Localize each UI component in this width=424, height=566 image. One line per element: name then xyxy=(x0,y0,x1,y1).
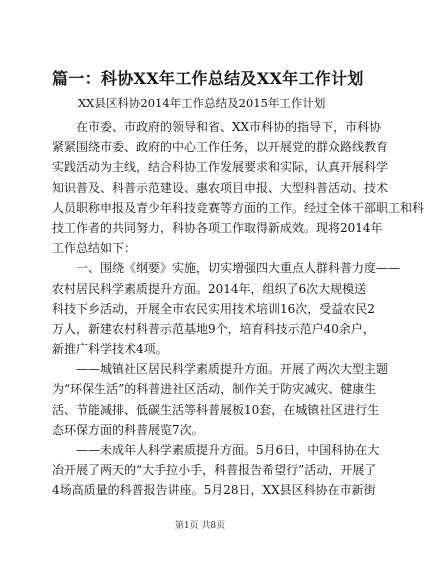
document-body xyxy=(52,117,424,501)
body-line: 实践活动为主线，结合科协工作发展要求和实际，认真开展科学 xyxy=(52,160,389,175)
body-line: 紧紧围绕市委、政府的中心工作任务，以开展党的群众路线教育 xyxy=(52,140,389,155)
body-line: 一、围绕《纲要》实施，切实增强四大重点人群科普力度—— xyxy=(76,261,401,276)
body-line: 技工作者的共同努力，科协各项工作取得新成效。现将2014年 xyxy=(52,220,383,235)
document-title: 篇一：科协XX年工作总结及XX年工作计划 xyxy=(52,69,364,88)
body-line: 4场高质量的科普报告讲座。5月28日，XX县区科协在市新街 xyxy=(52,483,376,498)
body-line: 万人，新建农村科普示范基地9个，培育科技示范户40余户， xyxy=(52,321,375,336)
body-line: 工作总结如下： xyxy=(52,241,137,256)
body-line: 农村居民科学素质提升方面。2014年，组织了6次大规模送 xyxy=(52,281,367,296)
body-line: 新推广科学技术4项。 xyxy=(52,342,168,357)
body-line: 知识普及、科普示范建设、惠农项目申报、大型科普活动、技术 xyxy=(52,180,389,195)
body-line: 活、节能减排、低碳生活等科普展板10套，在城镇社区进行生 xyxy=(52,402,380,417)
body-line: 科技下乡活动，开展全市农民实用技术培训16次，受益农民2 xyxy=(52,301,375,316)
page-footer: 第1页 共8页 xyxy=(174,521,226,531)
body-line: 人员职称申报及青少年科技竞赛等方面的工作。经过全体干部职工和科 xyxy=(52,200,424,215)
body-line: 态环保方面的科普展览7次。 xyxy=(52,422,204,437)
document-subtitle: XX县区科协2014年工作总结及2015年工作计划 xyxy=(78,96,326,110)
body-line: 冶开展了两天的“大手拉小手，科普报告希望行”活动，开展了 xyxy=(52,463,377,478)
body-line: ——城镇社区居民科学素质提升方面。开展了两次大型主题 xyxy=(76,362,389,377)
body-line: 在市委、市政府的领导和省、XX市科协的指导下，市科协 xyxy=(76,120,382,134)
body-line: ——未成年人科学素质提升方面。5月6日，中国科协在大 xyxy=(76,443,380,457)
body-line: 为“环保生活”的科普进社区活动，制作关于防灾减灾、健康生 xyxy=(52,382,377,397)
